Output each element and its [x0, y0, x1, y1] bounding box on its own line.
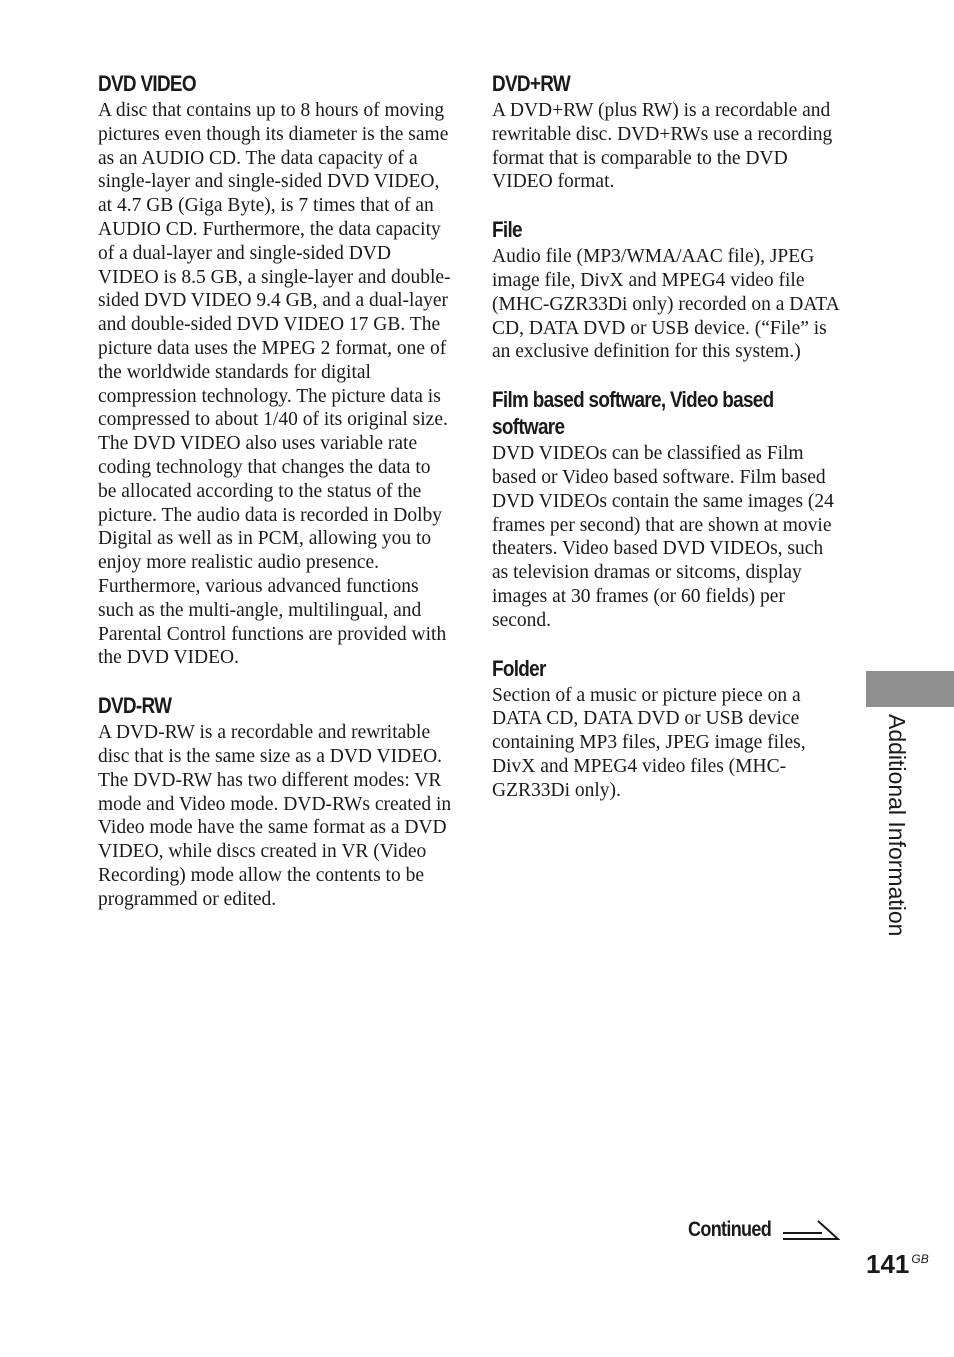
page-number-suffix: GB — [911, 1252, 929, 1266]
left-column — [98, 70, 453, 934]
continued-label: Continued — [688, 1218, 772, 1241]
term-heading: DVD VIDEO — [98, 71, 196, 96]
term-heading: Film based software, Video based software — [492, 387, 774, 440]
term-definition: Audio file (MP3/WMA/AAC file), JPEG image file, DivX and MPEG4 video file (MHC-GZR33Di only) recorded on a DATA CD, DATA DVD or USB device. (“File” is an exclusive definition for this system.) — [492, 246, 839, 363]
glossary-entry-dvd-plus-rw — [492, 70, 842, 194]
term-heading: File — [492, 217, 522, 243]
term-definition: A DVD+RW (plus RW) is a recordable and rewritable disc. DVD+RWs use a recording format that is comparable to the DVD VIDEO format. — [492, 100, 833, 193]
term-definition: A DVD-RW is a recordable and rewritable disc that is the same size as a DVD VIDEO. The DVD-RW has two different modes: VR mode and Video mode. DVD-RWs created in Video mode have the same format as a DVD VIDEO, while discs created in VR (Video Recording) mode allow the contents to be programmed or edited. — [98, 722, 452, 910]
glossary-entry-folder — [492, 655, 842, 803]
continued-indicator — [688, 1218, 785, 1242]
glossary-entry-file — [492, 216, 842, 364]
continued-arrow-icon — [782, 1218, 840, 1242]
right-column — [492, 70, 842, 825]
term-heading: Folder — [492, 655, 546, 681]
glossary-entry-film-video-software — [492, 386, 842, 632]
section-tab — [866, 671, 954, 707]
term-heading: DVD-RW — [98, 693, 172, 719]
page-number — [866, 1248, 929, 1280]
glossary-entry-dvd-rw — [98, 692, 453, 911]
glossary-entry-dvd-video — [98, 70, 453, 670]
term-definition: Section of a music or picture piece on a DATA CD, DATA DVD or USB device containing MP3 files, JPEG image files, DivX and MPEG4 video files (MHC-GZR33Di only). — [492, 684, 806, 801]
section-tab-label: Additional Information — [884, 714, 910, 937]
term-definition: DVD VIDEOs can be classified as Film based or Video based software. Film based DVD VIDEOs contain the same images (24 frames per second) that are shown at movie theaters. Video based DVD VIDEOs, such as television dramas or sitcoms, display images at 30 frames (or 60 fields) per second. — [492, 443, 834, 631]
term-definition: A disc that contains up to 8 hours of moving pictures even though its diameter is the same as an AUDIO CD. The data capacity of a single-layer and single-sided DVD VIDEO, at 4.7 GB (Giga Byte), is 7 times that of an AUDIO CD. Furthermore, the data capacity of a dual-layer and single-sided DVD VIDEO is 8.5 GB, a single-layer and double-sided DVD VIDEO 9.4 GB, and a dual-layer and double-sided DVD VIDEO 17 GB. The picture data uses the MPEG 2 format, one of the worldwide standards for digital compression technology. The picture data is compressed to about 1/40 of its original size. The DVD VIDEO also uses variable rate coding technology that changes the data to be allocated according to the status of the picture. The audio data is recorded in Dolby Digital as well as in PCM, allowing you to enjoy more realistic audio presence. Furthermore, various advanced functions such as the multi-angle, multilingual, and Parental Control functions are provided with the DVD VIDEO. — [98, 100, 451, 669]
term-heading: DVD+RW — [492, 71, 571, 96]
page-number-value: 141 — [866, 1249, 910, 1279]
